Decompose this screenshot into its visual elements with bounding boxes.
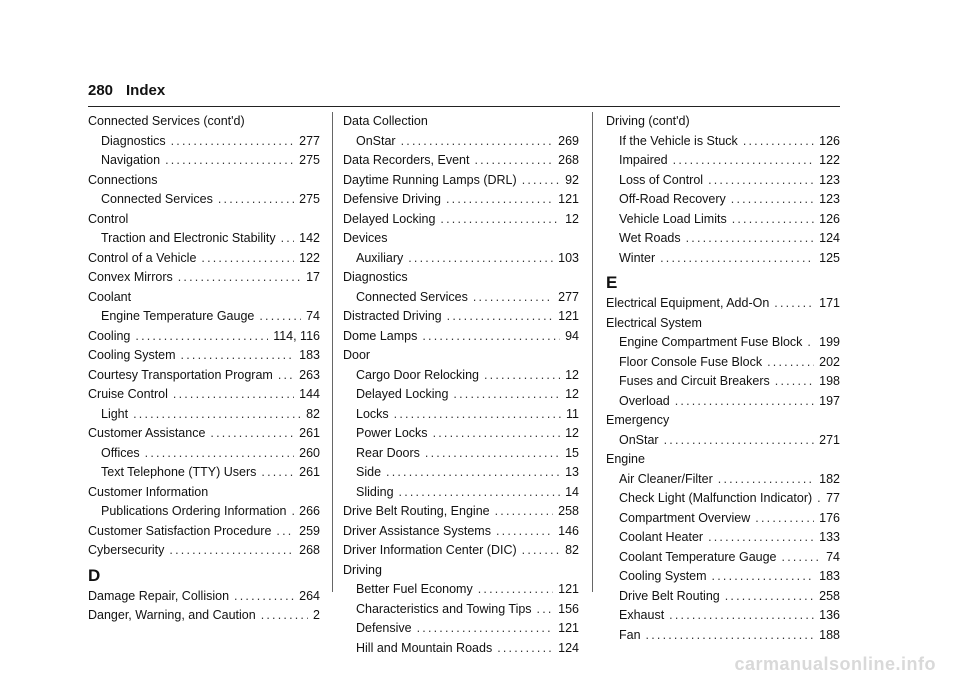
dot-leader (731, 190, 814, 210)
index-heading (606, 450, 840, 470)
entry-text: Locks (356, 406, 389, 421)
dot-leader (292, 502, 295, 522)
page-ref: 2 (313, 608, 320, 622)
entry-text: Cooling System (88, 348, 176, 362)
page-ref: 12 (565, 426, 579, 440)
entry-text: Courtesy Transportation Program (88, 367, 273, 382)
entry-text: Hill and Mountain Roads (356, 640, 493, 655)
entry-text: Loss of Control (619, 172, 704, 187)
dot-leader (708, 171, 814, 191)
dot-leader (201, 249, 294, 269)
entry-text: Devices (343, 231, 388, 245)
index-heading (606, 112, 840, 132)
dot-leader (173, 385, 294, 405)
entry-text: Diagnostics (343, 270, 408, 284)
dot-leader (646, 626, 815, 646)
index-subentry (343, 483, 579, 503)
page-ref: 146 (558, 523, 579, 538)
page-ref: 266 (299, 504, 320, 518)
index-subentry (606, 210, 840, 230)
dot-leader (133, 405, 301, 425)
entry-text: Navigation (101, 153, 161, 167)
entry-text: Coolant Heater (619, 530, 704, 544)
index-subentry (88, 463, 320, 483)
entry-text: Exhaust (619, 608, 665, 622)
index-subentry (606, 151, 840, 171)
page-ref: 263 (299, 367, 320, 382)
entry-text: Diagnostics (101, 133, 166, 148)
index-subentry (606, 489, 840, 509)
page-ref: 13 (565, 465, 579, 479)
dot-leader (408, 249, 553, 269)
entry-text: Connected Services (cont'd) (88, 114, 245, 128)
page-ref: 125 (819, 250, 840, 265)
index-entry (88, 268, 320, 288)
dot-leader (234, 587, 294, 607)
page-ref: 144 (299, 387, 320, 401)
dot-leader (817, 489, 821, 509)
dot-leader (708, 528, 814, 548)
entry-text: Delayed Locking (356, 387, 449, 401)
entry-text: Dome Lamps (343, 328, 418, 343)
entry-text: Customer Satisfaction Procedure (88, 523, 272, 538)
dot-leader (660, 249, 814, 269)
entry-text: Side (356, 465, 382, 479)
entry-text: Publications Ordering Information (101, 504, 287, 518)
entry-text: Control (88, 211, 129, 226)
entry-text: Cooling (88, 328, 131, 343)
index-subentry (343, 288, 579, 308)
index-subentry (606, 509, 840, 529)
dot-leader (478, 580, 553, 600)
page-ref: 176 (819, 510, 840, 525)
page-ref: 258 (558, 504, 579, 518)
index-subentry (606, 567, 840, 587)
dot-leader (718, 470, 814, 490)
index-entry (343, 210, 579, 230)
index-column-2 (343, 112, 579, 658)
entry-text: Sliding (356, 484, 394, 499)
index-entry (88, 424, 320, 444)
index-subentry (606, 587, 840, 607)
entry-text: Compartment Overview (619, 510, 751, 525)
index-subentry (343, 132, 579, 152)
page-ref: 198 (819, 374, 840, 388)
page-ref: 156 (558, 601, 579, 616)
entry-text: Driver Assistance Systems (343, 523, 491, 538)
page-ref: 202 (819, 354, 840, 369)
dot-leader (210, 424, 294, 444)
entry-text: Data Recorders, Event (343, 153, 470, 167)
entry-text: Electrical System (606, 315, 702, 330)
dot-leader (755, 509, 814, 529)
dot-leader (145, 444, 294, 464)
entry-text: Coolant (88, 289, 132, 304)
dot-leader (732, 210, 814, 230)
page-ref: 14 (565, 484, 579, 499)
entry-text: Rear Doors (356, 445, 420, 460)
page-ref: 82 (565, 543, 579, 557)
index-entry (343, 541, 579, 561)
dot-leader (446, 190, 553, 210)
entry-text: Danger, Warning, and Caution (88, 608, 256, 622)
dot-leader (673, 151, 815, 171)
index-subentry (606, 392, 840, 412)
index-entry (88, 541, 320, 561)
column-divider (592, 112, 593, 592)
index-entry (88, 385, 320, 405)
page-ref: 15 (565, 445, 579, 460)
dot-leader (440, 210, 560, 230)
dot-leader (669, 606, 814, 626)
index-heading (343, 346, 579, 366)
entry-text: Offices (101, 445, 140, 460)
index-subentry (606, 333, 840, 353)
page-ref: 94 (565, 328, 579, 343)
page-ref: 183 (819, 569, 840, 583)
entry-text: Drive Belt Routing (619, 588, 720, 603)
index-subentry (343, 463, 579, 483)
entry-text: Defensive Driving (343, 192, 441, 206)
dot-leader (522, 541, 560, 561)
index-subentry (606, 190, 840, 210)
page-ref: 271 (819, 432, 840, 447)
entry-text: Customer Assistance (88, 426, 206, 440)
index-subentry (606, 431, 840, 451)
dot-leader (171, 132, 295, 152)
index-entry (88, 587, 320, 607)
index-subentry (606, 470, 840, 490)
page-ref: 261 (299, 465, 320, 479)
dot-leader (453, 385, 560, 405)
entry-text: Power Locks (356, 426, 428, 440)
entry-text: Winter (619, 250, 656, 265)
page-ref: 259 (299, 523, 320, 538)
dot-leader (712, 567, 815, 587)
page-ref: 275 (299, 192, 320, 206)
page-ref: 92 (565, 172, 579, 187)
index-subentry (606, 372, 840, 392)
index-entry (88, 522, 320, 542)
entry-text: Emergency (606, 413, 670, 427)
dot-leader (261, 606, 308, 626)
entry-text: Characteristics and Towing Tips (356, 601, 532, 616)
index-entry (343, 171, 579, 191)
page-ref: 123 (819, 192, 840, 206)
entry-text: Cruise Control (88, 387, 168, 401)
dot-leader (399, 483, 561, 503)
index-subentry (343, 405, 579, 425)
page-ref: 77 (826, 491, 840, 505)
dot-leader (484, 366, 560, 386)
dot-leader (259, 307, 301, 327)
page-header (88, 80, 840, 107)
dot-leader (181, 346, 295, 366)
entry-text: Driving (343, 562, 382, 577)
page-ref: 197 (819, 393, 840, 408)
index-heading (88, 171, 320, 191)
index-column-1 (88, 112, 320, 626)
dot-leader (686, 229, 815, 249)
dot-leader (281, 229, 295, 249)
watermark-text: carmanualsonline.info (734, 654, 936, 674)
entry-text: Customer Information (88, 484, 209, 499)
entry-text: Fan (619, 627, 641, 642)
index-subentry (88, 307, 320, 327)
index-entry (88, 606, 320, 626)
index-heading (343, 112, 579, 132)
entry-text: Engine (606, 452, 645, 466)
page-ref: 277 (299, 133, 320, 148)
entry-text: Impaired (619, 153, 668, 167)
section-letter: E (606, 273, 618, 292)
entry-text: If the Vehicle is Stuck (619, 133, 738, 148)
index-entry (343, 151, 579, 171)
watermark (0, 654, 960, 676)
entry-text: Engine Temperature Gauge (101, 309, 255, 323)
index-subentry (343, 580, 579, 600)
page-ref: 136 (819, 608, 840, 622)
entry-text: OnStar (619, 432, 659, 447)
index-subentry (606, 171, 840, 191)
dot-leader (178, 268, 301, 288)
entry-text: Driver Information Center (DIC) (343, 543, 517, 557)
index-entry (88, 327, 320, 347)
dot-leader (496, 522, 553, 542)
dot-leader (537, 600, 554, 620)
index-column-3 (606, 112, 840, 645)
entry-text: Connected Services (101, 192, 213, 206)
dot-leader (743, 132, 814, 152)
entry-text: Cargo Door Relocking (356, 367, 479, 382)
entry-text: Check Light (Malfunction Indicator) (619, 491, 813, 505)
page-ref: 74 (306, 309, 320, 323)
page-ref: 123 (819, 172, 840, 187)
page-ref: 103 (558, 250, 579, 265)
index-entry (88, 249, 320, 269)
index-heading (606, 314, 840, 334)
dot-leader (807, 333, 814, 353)
index-subentry (606, 229, 840, 249)
entry-text: Control of a Vehicle (88, 250, 197, 265)
entry-text: Damage Repair, Collision (88, 588, 230, 603)
entry-text: Defensive (356, 621, 412, 635)
index-subentry (88, 444, 320, 464)
dot-leader (775, 372, 814, 392)
index-heading (88, 483, 320, 503)
index-entry (343, 307, 579, 327)
dot-leader (422, 327, 560, 347)
dot-leader (767, 353, 814, 373)
entry-text: Wet Roads (619, 231, 681, 245)
page-ref: 268 (558, 153, 579, 167)
index-entry (343, 522, 579, 542)
entry-text: Connected Services (356, 289, 468, 304)
dot-leader (165, 151, 294, 171)
dot-leader (664, 431, 815, 451)
dot-leader (725, 587, 814, 607)
page-ref: 74 (826, 549, 840, 564)
index-heading (606, 411, 840, 431)
page-ref: 264 (299, 588, 320, 603)
index-subentry (606, 528, 840, 548)
page-ref: 121 (558, 582, 579, 596)
index-subentry (88, 190, 320, 210)
entry-text: Auxiliary (356, 250, 404, 265)
page-ref: 11 (566, 406, 579, 421)
entry-text: Convex Mirrors (88, 270, 173, 284)
index-subentry (343, 385, 579, 405)
dot-leader (278, 366, 294, 386)
index-subentry (343, 600, 579, 620)
entry-text: Text Telephone (TTY) Users (101, 465, 257, 479)
index-subentry (88, 229, 320, 249)
entry-text: Better Fuel Economy (356, 582, 473, 596)
page-ref: 12 (565, 211, 579, 226)
index-subentry (606, 626, 840, 646)
page-ref: 182 (819, 471, 840, 486)
dot-leader (433, 424, 561, 444)
dot-leader (135, 327, 268, 347)
page-ref: 188 (819, 627, 840, 642)
dot-leader (675, 392, 814, 412)
entry-text: Distracted Driving (343, 309, 442, 323)
entry-text: Data Collection (343, 114, 428, 128)
page-ref: 124 (819, 231, 840, 245)
page-ref: 261 (299, 426, 320, 440)
index-entry (343, 327, 579, 347)
index-heading (343, 268, 579, 288)
page-ref: 258 (819, 588, 840, 603)
page-ref: 121 (558, 309, 579, 323)
page-ref: 121 (558, 192, 579, 206)
dot-leader (495, 502, 554, 522)
index-heading (343, 229, 579, 249)
entry-text: Engine Compartment Fuse Block (619, 335, 803, 349)
dot-leader (218, 190, 294, 210)
dot-leader (473, 288, 553, 308)
entry-text: Overload (619, 393, 670, 408)
index-heading (88, 112, 320, 132)
entry-text: Electrical Equipment, Add-On (606, 296, 770, 310)
dot-leader (417, 619, 554, 639)
dot-leader (782, 548, 822, 568)
page-ref: 124 (558, 640, 579, 655)
index-entry (606, 294, 840, 314)
index-subentry (88, 502, 320, 522)
index-subentry (88, 405, 320, 425)
page-ref: 121 (558, 621, 579, 635)
section-letter: D (88, 565, 101, 585)
page-ref: 82 (306, 406, 320, 421)
index-subentry (606, 249, 840, 269)
page-number: 280 (88, 82, 114, 99)
dot-leader (386, 463, 560, 483)
index-heading (343, 561, 579, 581)
page-ref: 142 (299, 231, 320, 245)
index-subentry (606, 606, 840, 626)
page-ref: 275 (299, 153, 320, 167)
dot-leader (774, 294, 814, 314)
page-ref: 126 (819, 133, 840, 148)
entry-text: Connections (88, 172, 158, 187)
entry-text: Daytime Running Lamps (DRL) (343, 172, 517, 187)
entry-text: Door (343, 348, 371, 362)
entry-text: Traction and Electronic Stability (101, 231, 276, 245)
index-heading (88, 210, 320, 230)
entry-text: Cybersecurity (88, 543, 165, 557)
index-entry (343, 502, 579, 522)
column-divider (332, 112, 333, 592)
page-ref: 260 (299, 445, 320, 460)
page-ref: 126 (819, 211, 840, 226)
dot-leader (474, 151, 553, 171)
entry-text: Cooling System (619, 569, 707, 583)
entry-text: OnStar (356, 133, 396, 148)
page-ref: 269 (558, 133, 579, 148)
page-ref: 122 (299, 250, 320, 265)
index-subentry (606, 353, 840, 373)
dot-leader (394, 405, 561, 425)
index-entry (343, 190, 579, 210)
dot-leader (401, 132, 554, 152)
page-ref: 12 (565, 367, 579, 382)
page-ref: 114, 116 (273, 328, 320, 343)
index-heading (88, 288, 320, 308)
entry-text: Drive Belt Routing, Engine (343, 504, 490, 518)
index-subentry (343, 619, 579, 639)
index-entry (88, 366, 320, 386)
page-ref: 133 (819, 530, 840, 544)
index-subentry (343, 444, 579, 464)
index-subentry (343, 366, 579, 386)
page-ref: 171 (819, 296, 840, 310)
dot-leader (425, 444, 560, 464)
page-ref: 122 (819, 153, 840, 167)
entry-text: Fuses and Circuit Breakers (619, 374, 770, 388)
page-title: Index (126, 82, 166, 99)
index-entry (88, 346, 320, 366)
index-subentry (343, 249, 579, 269)
index-subentry (343, 424, 579, 444)
index-subentry (88, 151, 320, 171)
index-subentry (88, 132, 320, 152)
page-ref: 199 (819, 335, 840, 349)
index-subentry (606, 548, 840, 568)
dot-leader (276, 522, 294, 542)
page-ref: 17 (306, 270, 320, 284)
entry-text: Air Cleaner/Filter (619, 471, 713, 486)
entry-text: Light (101, 406, 129, 421)
entry-text: Driving (cont'd) (606, 114, 690, 128)
page-ref: 183 (299, 348, 320, 362)
page-ref: 277 (558, 289, 579, 304)
dot-leader (522, 171, 560, 191)
entry-text: Coolant Temperature Gauge (619, 549, 777, 564)
entry-text: Floor Console Fuse Block (619, 354, 763, 369)
page-ref: 12 (565, 387, 579, 401)
dot-leader (169, 541, 294, 561)
entry-text: Vehicle Load Limits (619, 211, 727, 226)
entry-text: Delayed Locking (343, 211, 436, 226)
page-ref: 268 (299, 543, 320, 557)
dot-leader (261, 463, 294, 483)
dot-leader (447, 307, 554, 327)
entry-text: Off-Road Recovery (619, 192, 726, 206)
index-subentry (606, 132, 840, 152)
